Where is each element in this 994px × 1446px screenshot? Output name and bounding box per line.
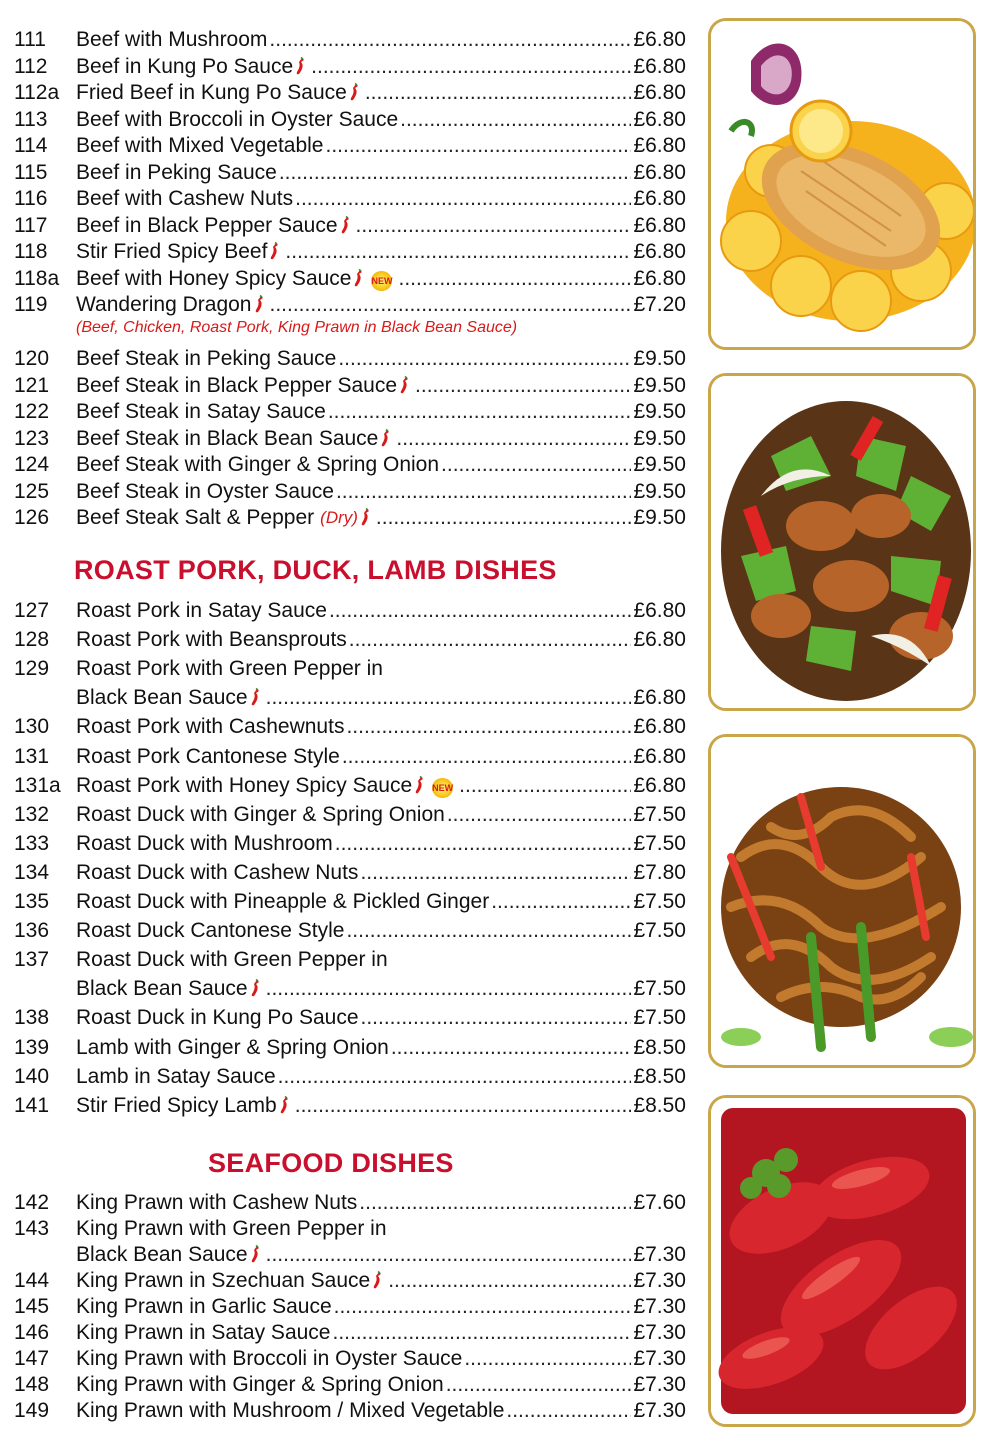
- dot-leader: [295, 187, 631, 211]
- item-price: £6.80: [633, 266, 686, 290]
- item-name: Roast Pork with Honey Spicy Sauce: [76, 773, 413, 797]
- item-name: Beef Steak in Black Pepper Sauce: [76, 373, 398, 397]
- dot-leader: [311, 55, 631, 79]
- item-price: £7.50: [633, 890, 686, 913]
- item-name: Stir Fried Spicy Beef: [76, 240, 268, 263]
- dot-leader: [329, 599, 631, 623]
- item-price: £7.50: [633, 831, 686, 855]
- item-number: 120: [14, 347, 50, 370]
- chili-pepper-icon: [358, 506, 374, 530]
- chili-pepper-icon: [248, 977, 264, 1001]
- chili-pepper-icon: [412, 774, 428, 798]
- item-number: 125: [14, 479, 50, 503]
- item-name: Beef with Cashew Nuts: [76, 187, 294, 210]
- crispy-beef-photo: [708, 734, 976, 1068]
- menu-item: [14, 345, 686, 371]
- item-name: Roast Duck with Mushroom: [76, 831, 333, 855]
- item-name: Beef Steak Salt & Pepper: [76, 506, 315, 529]
- menu-item: [14, 238, 686, 264]
- dot-leader: [332, 1321, 631, 1345]
- dot-leader: [336, 480, 631, 504]
- chili-pepper-icon: [248, 686, 264, 710]
- dot-leader: [342, 745, 632, 769]
- item-price: £6.80: [633, 28, 686, 51]
- item-name: Beef with Mushroom: [76, 28, 268, 51]
- dot-leader: [376, 506, 632, 530]
- item-number: 141: [14, 1093, 50, 1117]
- dot-leader: [365, 81, 632, 105]
- item-name: Beef in Kung Po Sauce: [76, 54, 294, 78]
- item-price: £7.30: [633, 1243, 686, 1266]
- item-price: £9.50: [633, 453, 686, 476]
- menu-item: [14, 106, 686, 132]
- menu-item: [14, 398, 686, 424]
- menu-item: [14, 684, 686, 710]
- item-price: £9.50: [633, 400, 686, 423]
- item-name: Beef Steak in Oyster Sauce: [76, 479, 334, 503]
- item-price: £6.80: [633, 628, 686, 652]
- item-name: Roast Duck with Pineapple & Pickled Ginger: [76, 890, 490, 913]
- item-number: 127: [14, 599, 50, 622]
- item-price: £6.80: [633, 773, 686, 797]
- menu-item: [14, 917, 686, 943]
- menu-item: [14, 53, 686, 79]
- item-price: £9.50: [633, 426, 686, 450]
- item-name-continued: Black Bean Sauce: [76, 686, 248, 710]
- dot-leader: [391, 1036, 632, 1060]
- chili-pepper-icon: [248, 1243, 264, 1267]
- item-name: Beef with Broccoli in Oyster Sauce: [76, 107, 399, 131]
- item-price: £9.50: [633, 347, 686, 370]
- menu-item: [14, 859, 686, 885]
- item-price: £6.80: [633, 81, 686, 104]
- menu-item: [14, 79, 686, 105]
- dot-leader: [335, 832, 632, 856]
- item-name: Roast Pork Cantonese Style: [76, 744, 340, 768]
- item-price: £7.30: [633, 1321, 686, 1344]
- dot-leader: [278, 1065, 632, 1089]
- item-number: 118a: [14, 266, 60, 290]
- item-price: £7.20: [633, 293, 686, 316]
- item-price: £7.50: [633, 802, 686, 826]
- item-price: £7.50: [633, 1006, 686, 1030]
- menu-item: [14, 265, 686, 291]
- menu-item: [14, 504, 686, 530]
- item-name: Beef Steak in Peking Sauce: [76, 347, 337, 370]
- menu-item: [14, 743, 686, 769]
- item-number: 131: [14, 744, 50, 768]
- lemon-chicken-photo: [708, 18, 976, 350]
- item-name: King Prawn with Ginger & Spring Onion: [76, 1373, 444, 1396]
- item-price: £7.60: [633, 1191, 686, 1214]
- item-number: 124: [14, 453, 50, 476]
- menu-item: [14, 425, 686, 451]
- dot-leader: [269, 28, 631, 52]
- item-price: £7.30: [633, 1269, 686, 1292]
- menu-item: [14, 132, 686, 158]
- item-number: 118: [14, 240, 48, 263]
- item-number: 112a: [14, 81, 60, 104]
- dot-leader: [491, 890, 631, 914]
- item-price: £6.80: [633, 240, 686, 263]
- item-number: 131a: [14, 773, 61, 797]
- item-number: 121: [14, 373, 50, 397]
- item-name: King Prawn in Szechuan Sauce: [76, 1269, 371, 1292]
- menu-item: [14, 888, 686, 914]
- item-number: 113: [14, 107, 48, 131]
- item-number: 114: [14, 134, 48, 157]
- chili-pepper-icon: [370, 1269, 386, 1293]
- dot-leader: [279, 161, 632, 185]
- item-number: 116: [14, 187, 48, 210]
- item-name: Roast Duck with Cashew Nuts: [76, 860, 359, 884]
- new-badge-icon: NEW: [432, 778, 453, 798]
- item-number: 139: [14, 1035, 50, 1059]
- item-number: 137: [14, 948, 50, 972]
- menu-item: [14, 1397, 686, 1423]
- item-number: 133: [14, 831, 50, 855]
- menu-item: [14, 1063, 686, 1089]
- menu-item: [14, 1293, 686, 1319]
- item-price: £8.50: [633, 1035, 686, 1059]
- item-number: 134: [14, 860, 50, 884]
- dot-leader: [361, 1006, 632, 1030]
- item-price: £6.80: [633, 599, 686, 622]
- dot-leader: [441, 453, 631, 477]
- chili-pepper-icon: [347, 81, 363, 105]
- item-number: 135: [14, 890, 50, 913]
- dot-leader: [326, 134, 632, 158]
- menu-item: [14, 451, 686, 477]
- item-price: £6.80: [633, 686, 686, 710]
- dot-leader: [360, 861, 631, 885]
- item-price: £6.80: [633, 744, 686, 768]
- item-name: King Prawn in Satay Sauce: [76, 1321, 331, 1344]
- chili-pepper-icon: [378, 427, 394, 451]
- dot-leader: [398, 267, 631, 291]
- item-name: Lamb with Ginger & Spring Onion: [76, 1035, 389, 1059]
- item-number: 140: [14, 1064, 50, 1088]
- item-name: Roast Pork with Beansprouts: [76, 628, 347, 652]
- menu-item: [14, 212, 686, 238]
- menu-item: [14, 159, 686, 185]
- item-name: Beef Steak in Black Bean Sauce: [76, 426, 379, 450]
- menu-item: [14, 291, 686, 317]
- menu-item: [14, 185, 686, 211]
- dot-leader: [400, 108, 631, 132]
- menu-item: [14, 26, 686, 52]
- dot-leader: [266, 1243, 632, 1267]
- menu-item: [14, 946, 686, 972]
- item-number: 126: [14, 506, 50, 529]
- item-number: 147: [14, 1347, 50, 1370]
- seafood-section-heading: SEAFOOD DISHES: [208, 1148, 454, 1178]
- item-number: 142: [14, 1191, 50, 1214]
- dot-leader: [396, 427, 631, 451]
- item-number: 115: [14, 160, 48, 184]
- chili-pepper-icon: [252, 293, 268, 317]
- item-name: King Prawn with Green Pepper in: [76, 1217, 387, 1240]
- item-price: £6.80: [633, 54, 686, 78]
- menu-item: [14, 1092, 686, 1118]
- dot-leader: [388, 1269, 631, 1293]
- wandering-dragon-note: (Beef, Chicken, Roast Pork, King Prawn in Black Bean Sauce): [76, 319, 518, 336]
- dot-leader: [346, 715, 631, 739]
- chicken-pepper-photo: [708, 373, 976, 711]
- item-price: £6.80: [633, 715, 686, 739]
- item-number: 123: [14, 426, 50, 450]
- menu-item: [14, 1371, 686, 1397]
- item-name: Roast Duck with Ginger & Spring Onion: [76, 802, 445, 826]
- item-name: Roast Duck in Kung Po Sauce: [76, 1006, 359, 1030]
- item-number: 122: [14, 400, 50, 423]
- menu-item: [14, 772, 686, 798]
- item-name: Roast Pork in Satay Sauce: [76, 599, 327, 622]
- menu-item: [14, 1241, 686, 1267]
- item-number: 132: [14, 802, 50, 826]
- chili-pepper-icon: [351, 267, 367, 291]
- item-name: Beef Steak in Satay Sauce: [76, 400, 326, 423]
- item-price: £6.80: [633, 187, 686, 210]
- item-number: 148: [14, 1373, 50, 1396]
- item-name: Beef in Peking Sauce: [76, 160, 277, 184]
- item-price: £8.50: [633, 1093, 686, 1117]
- item-price: £7.30: [633, 1399, 686, 1422]
- spare-ribs-photo: [708, 1095, 976, 1427]
- item-number: 145: [14, 1295, 50, 1318]
- item-number: 117: [14, 213, 48, 237]
- chili-pepper-icon: [397, 374, 413, 398]
- item-price: £7.30: [633, 1295, 686, 1318]
- chili-pepper-icon: [293, 55, 309, 79]
- dot-leader: [446, 1373, 632, 1397]
- item-price: £6.80: [633, 107, 686, 131]
- menu-item: [14, 713, 686, 739]
- item-name: King Prawn with Mushroom / Mixed Vegetable: [76, 1399, 505, 1422]
- menu-item: [14, 655, 686, 681]
- menu-item: [14, 830, 686, 856]
- item-name: Stir Fried Spicy Lamb: [76, 1093, 277, 1117]
- item-price: £9.50: [633, 506, 686, 529]
- dot-leader: [266, 977, 632, 1001]
- item-name: Lamb in Satay Sauce: [76, 1064, 276, 1088]
- item-name-continued: Black Bean Sauce: [76, 977, 248, 1001]
- item-name: King Prawn with Cashew Nuts: [76, 1191, 358, 1214]
- menu-item: [14, 626, 686, 652]
- item-price: £7.50: [633, 977, 686, 1001]
- menu-item: [14, 597, 686, 623]
- dot-leader: [295, 1094, 632, 1118]
- item-name: King Prawn with Broccoli in Oyster Sauce: [76, 1347, 463, 1370]
- menu-item: [14, 1189, 686, 1215]
- menu-item: [14, 1267, 686, 1293]
- item-name: King Prawn in Garlic Sauce: [76, 1295, 332, 1318]
- item-number: 130: [14, 715, 50, 739]
- dot-leader: [464, 1347, 631, 1371]
- dot-leader: [359, 1191, 631, 1215]
- item-name: Roast Pork with Green Pepper in: [76, 657, 383, 681]
- dot-leader: [415, 374, 631, 398]
- menu-item: [14, 1215, 686, 1241]
- dot-leader: [334, 1295, 632, 1319]
- menu-item: [14, 1319, 686, 1345]
- dot-leader: [506, 1399, 631, 1423]
- dot-leader: [459, 774, 631, 798]
- item-price: £7.30: [633, 1347, 686, 1370]
- dot-leader: [285, 240, 631, 264]
- item-price: £9.50: [633, 479, 686, 503]
- menu-item: [14, 1034, 686, 1060]
- item-number: 112: [14, 54, 48, 78]
- chili-pepper-icon: [267, 240, 283, 264]
- menu-item: [14, 372, 686, 398]
- item-price: £6.80: [633, 213, 686, 237]
- menu-item: [14, 801, 686, 827]
- item-price: £8.50: [633, 1064, 686, 1088]
- item-number: 149: [14, 1399, 50, 1422]
- item-name: Fried Beef in Kung Po Sauce: [76, 81, 347, 104]
- item-number: 143: [14, 1217, 50, 1240]
- item-number: 144: [14, 1269, 50, 1292]
- item-price: £7.50: [633, 919, 686, 943]
- item-price: £6.80: [633, 134, 686, 157]
- menu-item: [14, 478, 686, 504]
- chili-pepper-icon: [277, 1094, 293, 1118]
- item-price: £7.30: [633, 1373, 686, 1396]
- dot-leader: [328, 400, 632, 424]
- item-number: 128: [14, 628, 50, 652]
- item-number: 138: [14, 1006, 50, 1030]
- dot-leader: [270, 293, 632, 317]
- item-name: Roast Duck with Green Pepper in: [76, 948, 388, 972]
- item-price: £6.80: [633, 160, 686, 184]
- item-name: Beef in Black Pepper Sauce: [76, 213, 338, 237]
- item-name: Beef with Honey Spicy Sauce: [76, 266, 352, 290]
- item-number: 119: [14, 293, 48, 316]
- item-number: 111: [14, 28, 46, 51]
- item-number: 136: [14, 919, 50, 943]
- chili-pepper-icon: [338, 214, 354, 238]
- dot-leader: [346, 919, 631, 943]
- dry-label: (Dry): [320, 508, 358, 527]
- roast-section-heading: ROAST PORK, DUCK, LAMB DISHES: [74, 555, 557, 585]
- item-name: Roast Pork with Cashewnuts: [76, 715, 345, 739]
- item-name-continued: Black Bean Sauce: [76, 1243, 248, 1266]
- item-name: Wandering Dragon: [76, 293, 252, 316]
- dot-leader: [447, 803, 632, 827]
- dot-leader: [356, 214, 632, 238]
- dot-leader: [349, 628, 632, 652]
- item-name: Roast Duck Cantonese Style: [76, 919, 345, 943]
- item-number: 129: [14, 657, 50, 681]
- item-name: Beef with Mixed Vegetable: [76, 134, 324, 157]
- menu-item: [14, 1004, 686, 1030]
- item-number: 146: [14, 1321, 50, 1344]
- new-badge-icon: NEW: [371, 271, 392, 291]
- menu-item: [14, 1345, 686, 1371]
- item-price: £7.80: [633, 860, 686, 884]
- dot-leader: [266, 686, 632, 710]
- menu-item: [14, 975, 686, 1001]
- item-name: Beef Steak with Ginger & Spring Onion: [76, 453, 440, 476]
- dot-leader: [338, 347, 631, 371]
- item-price: £9.50: [633, 373, 686, 397]
